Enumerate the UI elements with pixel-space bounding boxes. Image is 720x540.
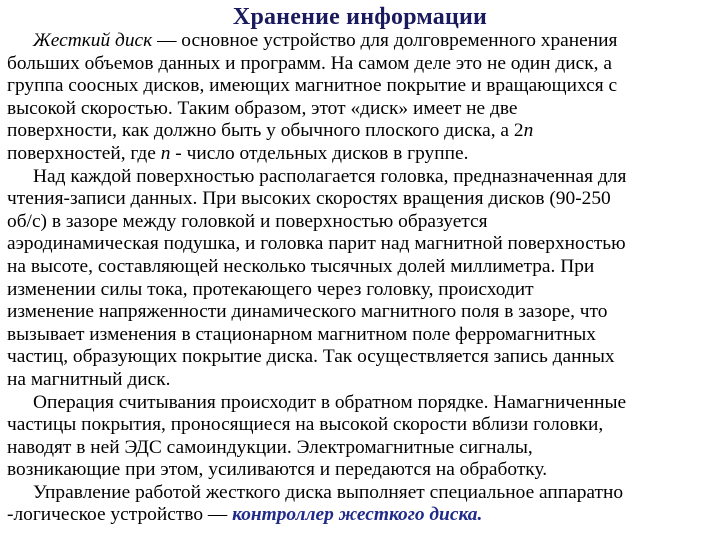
text-line: Над каждой поверхностью располагается головка, предназначенная для [33, 165, 627, 187]
text-line: больших объемов данных и программ. На самом деле это не один диск, а [7, 52, 612, 74]
text-line: частиц, образующих покрытие диска. Так осуществляется запись данных [7, 346, 615, 368]
text-fragment: - число отдельных дисков в группе. [170, 142, 469, 164]
text-line: на магнитный диск. [7, 368, 171, 390]
text-fragment: поверхностей, где [7, 142, 161, 164]
slide-title: Хранение информации [232, 4, 488, 30]
text-line [7, 504, 714, 527]
text-line: аэродинамическая подушка, и головка парит над магнитной поверхностью [7, 233, 626, 255]
text-line: изменение напряженности динамического магнитного поля в зазоре, что [7, 301, 608, 323]
text-line: Операция считывания происходит в обратном порядке. Намагниченные [33, 391, 627, 413]
text-line: частицы покрытия, проносящиеся на высокой скорости вблизи головки, [7, 414, 604, 436]
text-line: чтения-записи данных. При высоких скоростях вращения дисков (90-250 [7, 188, 611, 210]
text-line [7, 143, 714, 166]
text-line: вызывает изменения в стационарном магнитном поле ферромагнитных [7, 323, 596, 345]
text-fragment: поверхности, как должно быть у обычного плоского диска, а 2 [7, 120, 524, 142]
text-line [7, 120, 714, 143]
text-line: Управление работой жесткого диска выполняет специальное аппаратно [33, 481, 624, 503]
variable-n: n [160, 142, 171, 164]
text-line: возникающие при этом, усиливаются и передаются на обработку. [7, 459, 548, 481]
text-line: изменении силы тока, протекающего через головку, происходит [7, 278, 534, 300]
text-line: об/с) в зазоре между головкой и поверхностью образуется [7, 210, 488, 232]
text-fragment: — основное устройство для долговременного хранения [152, 30, 618, 51]
text-line: на высоте, составляющей несколько тысячных долей миллиметра. При [7, 255, 595, 277]
text-line [7, 30, 714, 53]
text-line: высокой скоростью. Таким образом, этот «диск» имеет не две [7, 97, 518, 119]
term-hdd-controller: контроллер жесткого диска [232, 504, 478, 526]
term-hard-disk: Жесткий диск [33, 30, 153, 51]
text-line: группа соосных дисков, имеющих магнитное покрытие и вращающихся с [7, 75, 618, 97]
slide-body [7, 30, 714, 527]
variable-n: n [523, 120, 534, 142]
text-fragment: . [477, 504, 483, 526]
text-fragment: -логическое устройство — [7, 504, 233, 526]
text-line: наводят в ней ЭДС самоиндукции. Электромагнитные сигналы, [7, 436, 533, 458]
